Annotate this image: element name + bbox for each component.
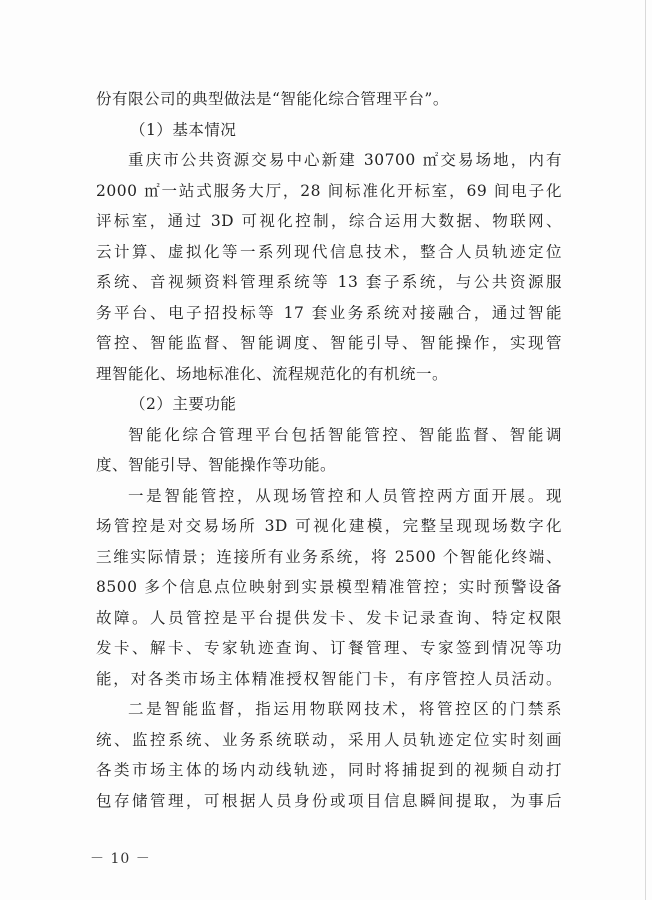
paragraph-line: 包存储管理，可根据人员身份或项目信息瞬间提取，为事后: [96, 791, 562, 810]
paragraph-line: 务平台、电子招投标等 17 套业务系统对接融合，通过智能: [96, 303, 562, 322]
page-number: － 10 －: [90, 851, 151, 867]
paragraph-line: 故障。人员管控是平台提供发卡、发卡记录查询、特定权限: [96, 608, 562, 627]
paragraph-line: 统、监控系统、业务系统联动，采用人员轨迹定位实时刻画: [96, 730, 562, 749]
paragraph-line: 云计算、虚拟化等一系列现代信息技术，整合人员轨迹定位: [96, 242, 562, 261]
page-edge-line: [645, 0, 646, 900]
paragraph-line: 评标室，通过 3D 可视化控制，综合运用大数据、物联网、: [96, 212, 562, 230]
paragraph-line: 8500 多个信息点位映射到实景模型精准管控；实时预警设备: [96, 578, 562, 596]
text-line: 份有限公司的典型做法是“智能化综合管理平台”。: [96, 90, 449, 108]
paragraph-line: 管控、智能监督、智能调度、智能引导、智能操作，实现管: [96, 334, 562, 352]
paragraph-line: 一是智能管控，从现场管控和人员管控两方面开展。现: [128, 486, 562, 505]
paragraph-line: 发卡、解卡、专家轨迹查询、订餐管理、专家签到情况等功: [96, 639, 562, 657]
paragraph-line: 2000 ㎡一站式服务大厅，28 间标准化开标室，69 间电子化: [96, 181, 562, 200]
paragraph-line: 度、智能引导、智能操作等功能。: [96, 456, 337, 474]
body-text: [96, 84, 562, 816]
paragraph-line: 三维实际情景；连接所有业务系统，将 2500 个智能化终端、: [96, 547, 562, 566]
section-heading-basic: （1）基本情况: [130, 120, 237, 139]
paragraph-line: 系统、音视频资料管理系统等 13 套子系统，与公共资源服: [96, 273, 562, 291]
paragraph-line: 各类市场主体的场内动线轨迹，同时将捕捉到的视频自动打: [96, 761, 562, 779]
section-heading-functions: （2）主要功能: [130, 395, 237, 413]
paragraph-line: 理智能化、场地标准化、流程规范化的有机统一。: [96, 364, 449, 383]
paragraph-line: 二是智能监督，指运用物联网技术，将管控区的门禁系: [128, 700, 562, 718]
paragraph-line: 智能化综合管理平台包括智能管控、智能监督、智能调: [128, 425, 562, 444]
paragraph-line: 重庆市公共资源交易中心新建 30700 ㎡交易场地，内有: [128, 151, 562, 169]
paragraph-line: 场管控是对交易场所 3D 可视化建模，完整呈现现场数字化: [96, 517, 562, 535]
paragraph-line: 能，对各类市场主体精准授权智能门卡，有序管控人员活动。: [96, 669, 562, 688]
